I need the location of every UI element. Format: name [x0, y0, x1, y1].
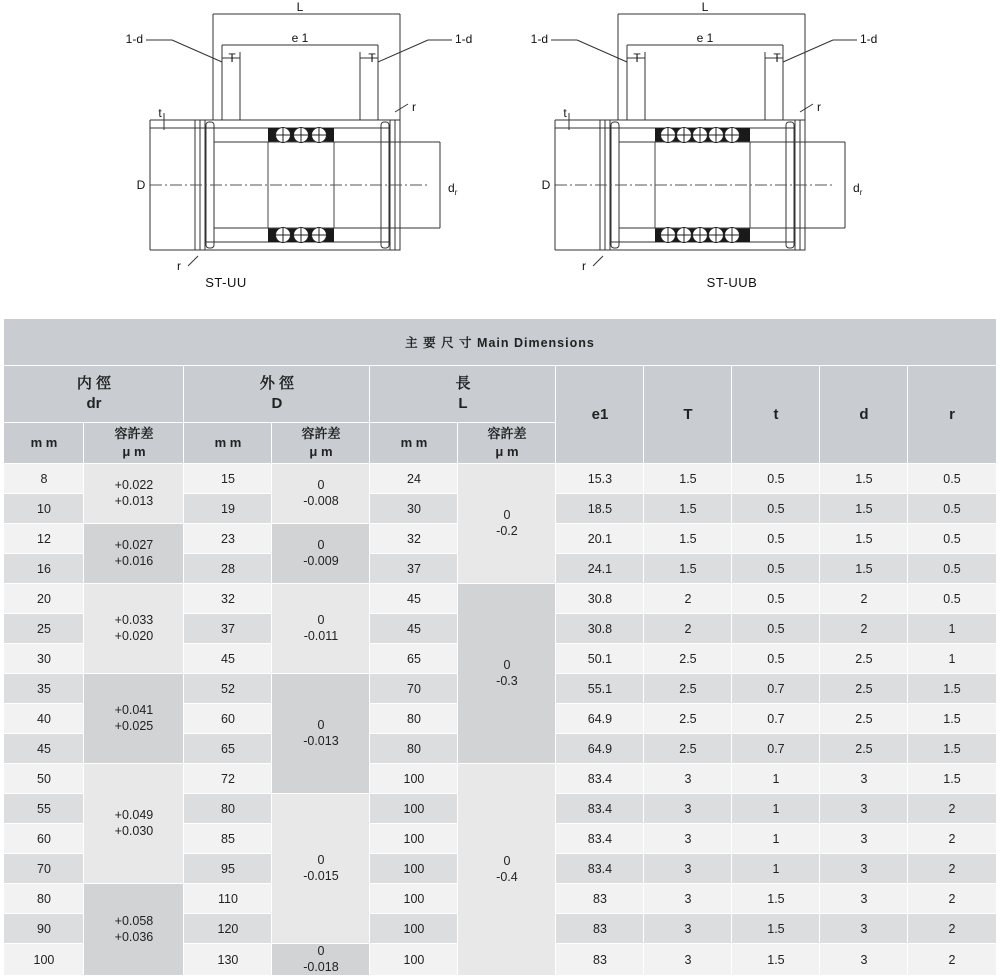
cell-T: 2 — [644, 584, 732, 614]
cell-d: 3 — [820, 824, 908, 854]
diagram-st-uub — [500, 0, 1000, 310]
cell-t: 0.5 — [732, 524, 820, 554]
label-t: t — [158, 106, 162, 120]
cell-d: 1.5 — [820, 554, 908, 584]
cell-e1: 24.1 — [556, 554, 644, 584]
table-title: 主 要 尺 寸 Main Dimensions — [4, 319, 996, 366]
cell-r: 1.5 — [908, 674, 996, 704]
header-dr-tolerance-unit: μ m — [122, 444, 146, 459]
cell-D: 80 — [184, 794, 272, 824]
main-dimensions-table — [3, 318, 996, 976]
cell-L: 100 — [370, 764, 458, 794]
cell-d: 3 — [820, 794, 908, 824]
label-1d-right: 1-d — [455, 32, 473, 46]
cell-D-tolerance: 0 -0.009 — [272, 524, 370, 584]
cell-dr: 60 — [4, 824, 84, 854]
cell-t: 0.5 — [732, 494, 820, 524]
label-1d-left: 1-d — [125, 32, 143, 46]
cell-D: 120 — [184, 914, 272, 944]
cell-D: 52 — [184, 674, 272, 704]
cell-t: 1 — [732, 824, 820, 854]
cell-t: 0.7 — [732, 674, 820, 704]
header-d: d — [820, 366, 908, 464]
header-dr-tolerance — [84, 423, 184, 464]
cell-D: 15 — [184, 464, 272, 494]
header-outer-diameter-cn: 外 徑 — [259, 374, 295, 392]
cell-D-tolerance: 0 -0.008 — [272, 464, 370, 524]
cell-d: 2 — [820, 584, 908, 614]
label-r-bottom: r — [177, 259, 181, 273]
cell-d: 3 — [820, 854, 908, 884]
label-T-left: T — [633, 51, 641, 65]
cell-e1: 83 — [556, 944, 644, 976]
label-T-left: T — [228, 51, 236, 65]
label-1d-right: 1-d — [860, 32, 878, 46]
label-1d-left: 1-d — [530, 32, 548, 46]
label-dr: $d_r$ — [853, 181, 863, 197]
table-title-row — [4, 319, 996, 366]
header-L-tolerance-unit: μ m — [495, 444, 519, 459]
cell-T: 3 — [644, 854, 732, 884]
cell-e1: 64.9 — [556, 704, 644, 734]
header-length-sym: L — [458, 395, 468, 412]
cell-d: 3 — [820, 944, 908, 976]
cell-e1: 18.5 — [556, 494, 644, 524]
cell-D-tolerance: 0 -0.013 — [272, 674, 370, 794]
cell-d: 2.5 — [820, 704, 908, 734]
header-inner-diameter — [4, 366, 184, 423]
cell-dr: 45 — [4, 734, 84, 764]
cell-D-tolerance: 0 -0.018 — [272, 944, 370, 976]
cell-t: 1 — [732, 794, 820, 824]
cell-dr: 50 — [4, 764, 84, 794]
header-length — [370, 366, 556, 423]
header-length-cn: 長 — [455, 374, 471, 392]
cell-D: 65 — [184, 734, 272, 764]
cell-d: 1.5 — [820, 494, 908, 524]
cell-T: 2 — [644, 614, 732, 644]
cell-t: 1.5 — [732, 944, 820, 976]
diagram-st-uu — [0, 0, 500, 310]
cell-d: 1.5 — [820, 524, 908, 554]
cell-D: 45 — [184, 644, 272, 674]
cell-r: 2 — [908, 824, 996, 854]
cell-dr: 30 — [4, 644, 84, 674]
cell-T: 2.5 — [644, 674, 732, 704]
cell-D: 110 — [184, 884, 272, 914]
cell-L: 100 — [370, 824, 458, 854]
cell-dr: 25 — [4, 614, 84, 644]
cell-r: 1 — [908, 644, 996, 674]
cell-d: 2.5 — [820, 674, 908, 704]
cell-dr-tolerance: +0.033 +0.020 — [84, 584, 184, 674]
diagram-caption-st-uub: ST-UUB — [706, 275, 758, 290]
cell-e1: 15.3 — [556, 464, 644, 494]
cell-L: 80 — [370, 734, 458, 764]
cell-d: 2.5 — [820, 734, 908, 764]
cell-t: 1.5 — [732, 914, 820, 944]
header-dr-mm: m m — [4, 423, 84, 464]
cell-d: 3 — [820, 884, 908, 914]
cell-D: 28 — [184, 554, 272, 584]
cell-L: 37 — [370, 554, 458, 584]
label-t: t — [563, 106, 567, 120]
cell-D: 19 — [184, 494, 272, 524]
cell-T: 2.5 — [644, 734, 732, 764]
cell-r: 2 — [908, 944, 996, 976]
cell-D-tolerance: 0 -0.011 — [272, 584, 370, 674]
label-r-top: r — [412, 100, 416, 114]
cell-dr: 10 — [4, 494, 84, 524]
header-T: T — [644, 366, 732, 464]
cell-dr: 35 — [4, 674, 84, 704]
cell-dr-tolerance: +0.027 +0.016 — [84, 524, 184, 584]
cell-dr: 80 — [4, 884, 84, 914]
cell-dr: 16 — [4, 554, 84, 584]
cell-t: 1.5 — [732, 884, 820, 914]
header-dr-tolerance-cn: 容許差 — [114, 426, 154, 442]
cell-r: 0.5 — [908, 554, 996, 584]
cell-D: 37 — [184, 614, 272, 644]
cell-L: 45 — [370, 614, 458, 644]
cell-r: 2 — [908, 854, 996, 884]
cell-e1: 30.8 — [556, 584, 644, 614]
table-body — [4, 464, 996, 976]
cell-e1: 30.8 — [556, 614, 644, 644]
cell-r: 1.5 — [908, 734, 996, 764]
cell-L: 100 — [370, 854, 458, 884]
cell-T: 3 — [644, 944, 732, 976]
cell-T: 3 — [644, 914, 732, 944]
cell-e1: 83.4 — [556, 764, 644, 794]
label-D: D — [541, 178, 551, 192]
header-D-tolerance-unit: μ m — [309, 444, 333, 459]
cell-T: 3 — [644, 794, 732, 824]
cell-dr-tolerance: +0.058 +0.036 — [84, 884, 184, 976]
cell-dr: 90 — [4, 914, 84, 944]
header-outer-diameter — [184, 366, 370, 423]
cell-r: 0.5 — [908, 494, 996, 524]
st-uub-drawing — [500, 0, 1000, 310]
header-D-mm: m m — [184, 423, 272, 464]
cell-t: 0.5 — [732, 584, 820, 614]
header-inner-diameter-cn: 内 徑 — [76, 374, 112, 392]
label-D: D — [136, 178, 146, 192]
cell-D: 23 — [184, 524, 272, 554]
header-D-tolerance — [272, 423, 370, 464]
cell-L: 70 — [370, 674, 458, 704]
cell-t: 0.5 — [732, 464, 820, 494]
cell-d: 3 — [820, 764, 908, 794]
cell-D: 32 — [184, 584, 272, 614]
cell-T: 3 — [644, 764, 732, 794]
label-T-right: T — [773, 51, 781, 65]
header-L-tolerance-cn: 容許差 — [487, 426, 527, 442]
cell-e1: 55.1 — [556, 674, 644, 704]
cell-L: 24 — [370, 464, 458, 494]
cell-r: 0.5 — [908, 584, 996, 614]
cell-r: 0.5 — [908, 524, 996, 554]
header-t: t — [732, 366, 820, 464]
cell-T: 1.5 — [644, 524, 732, 554]
label-e1: e 1 — [291, 31, 309, 45]
cell-T: 1.5 — [644, 464, 732, 494]
label-dr: $d_r$ — [448, 181, 458, 197]
cell-D: 85 — [184, 824, 272, 854]
cell-L: 80 — [370, 704, 458, 734]
cell-e1: 83.4 — [556, 794, 644, 824]
cell-t: 1 — [732, 764, 820, 794]
cell-d: 3 — [820, 914, 908, 944]
cell-d: 1.5 — [820, 464, 908, 494]
cell-r: 1.5 — [908, 704, 996, 734]
cell-dr-tolerance: +0.041 +0.025 — [84, 674, 184, 764]
cell-L: 100 — [370, 794, 458, 824]
cell-t: 0.5 — [732, 644, 820, 674]
header-r: r — [908, 366, 996, 464]
cell-dr: 40 — [4, 704, 84, 734]
cell-r: 2 — [908, 914, 996, 944]
cell-dr: 100 — [4, 944, 84, 976]
cell-L-tolerance: 0 -0.4 — [458, 764, 556, 976]
cell-r: 1 — [908, 614, 996, 644]
header-e1: e1 — [556, 366, 644, 464]
cell-L: 32 — [370, 524, 458, 554]
cell-T: 2.5 — [644, 644, 732, 674]
cell-dr: 12 — [4, 524, 84, 554]
cell-D: 72 — [184, 764, 272, 794]
cell-t: 0.7 — [732, 704, 820, 734]
cell-dr: 20 — [4, 584, 84, 614]
cell-D: 95 — [184, 854, 272, 884]
cell-D-tolerance: 0 -0.015 — [272, 794, 370, 944]
cell-t: 0.5 — [732, 554, 820, 584]
table-row — [4, 464, 996, 494]
header-D-tolerance-cn: 容許差 — [301, 426, 341, 442]
cell-r: 1.5 — [908, 764, 996, 794]
label-L: L — [296, 0, 304, 14]
cell-L: 30 — [370, 494, 458, 524]
diagram-caption-st-uu: ST-UU — [205, 275, 247, 290]
cell-e1: 20.1 — [556, 524, 644, 554]
header-L-mm: m m — [370, 423, 458, 464]
cell-L-tolerance: 0 -0.2 — [458, 464, 556, 584]
table-row — [4, 764, 996, 794]
cell-dr-tolerance: +0.049 +0.030 — [84, 764, 184, 884]
cell-L: 100 — [370, 884, 458, 914]
cell-t: 0.5 — [732, 614, 820, 644]
cell-D: 60 — [184, 704, 272, 734]
st-uu-drawing — [0, 0, 500, 310]
cell-T: 1.5 — [644, 554, 732, 584]
cell-t: 1 — [732, 854, 820, 884]
cell-dr: 55 — [4, 794, 84, 824]
cell-L: 100 — [370, 944, 458, 976]
label-L: L — [701, 0, 709, 14]
label-r-top: r — [817, 100, 821, 114]
cell-T: 1.5 — [644, 494, 732, 524]
cell-e1: 83.4 — [556, 854, 644, 884]
cell-e1: 50.1 — [556, 644, 644, 674]
cell-dr: 8 — [4, 464, 84, 494]
header-outer-diameter-sym: D — [271, 395, 283, 412]
cell-d: 2 — [820, 614, 908, 644]
label-e1: e 1 — [696, 31, 714, 45]
cell-e1: 64.9 — [556, 734, 644, 764]
cell-d: 2.5 — [820, 644, 908, 674]
label-T-right: T — [368, 51, 376, 65]
cell-dr-tolerance: +0.022 +0.013 — [84, 464, 184, 524]
cell-dr: 70 — [4, 854, 84, 884]
cell-T: 2.5 — [644, 704, 732, 734]
header-L-tolerance — [458, 423, 556, 464]
diagram-area — [0, 0, 1000, 310]
table-row — [4, 584, 996, 614]
cell-T: 3 — [644, 824, 732, 854]
cell-L: 100 — [370, 914, 458, 944]
label-r-bottom: r — [582, 259, 586, 273]
cell-r: 2 — [908, 794, 996, 824]
cell-L-tolerance: 0 -0.3 — [458, 584, 556, 764]
cell-e1: 83 — [556, 884, 644, 914]
cell-r: 2 — [908, 884, 996, 914]
cell-e1: 83.4 — [556, 824, 644, 854]
header-group-row — [4, 366, 996, 423]
cell-T: 3 — [644, 884, 732, 914]
header-inner-diameter-sym: dr — [86, 395, 102, 412]
cell-r: 0.5 — [908, 464, 996, 494]
cell-e1: 83 — [556, 914, 644, 944]
cell-L: 45 — [370, 584, 458, 614]
cell-t: 0.7 — [732, 734, 820, 764]
cell-D: 130 — [184, 944, 272, 976]
cell-L: 65 — [370, 644, 458, 674]
